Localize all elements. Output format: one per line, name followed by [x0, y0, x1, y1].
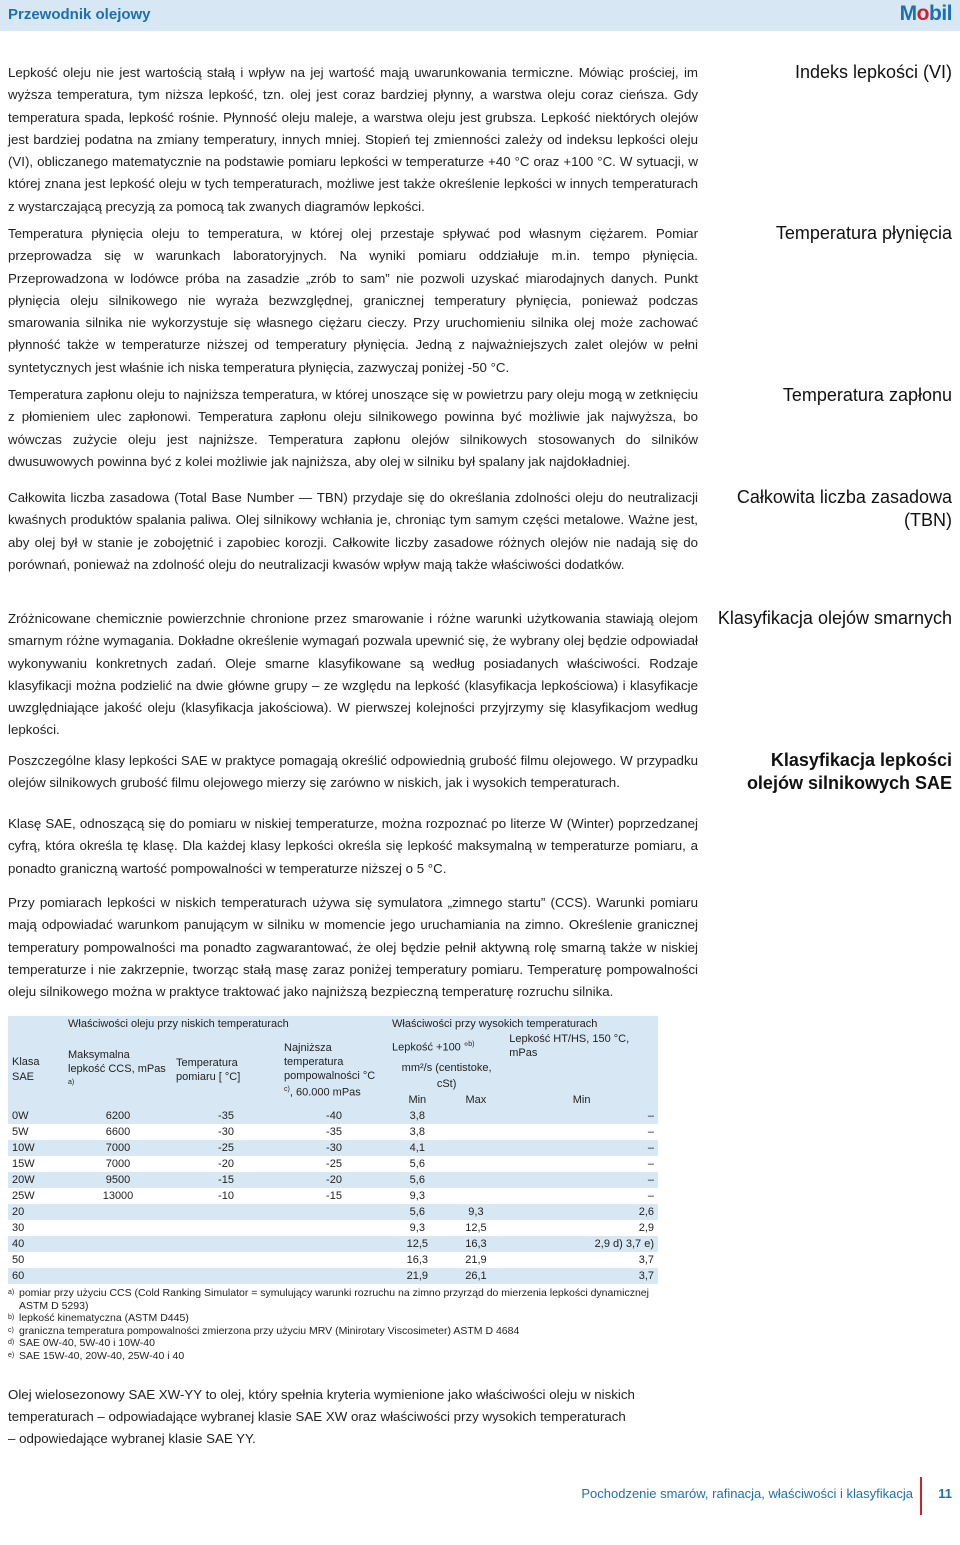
table-cell: – — [505, 1108, 658, 1124]
table-cell: 6200 — [64, 1108, 172, 1124]
table-cell — [172, 1236, 280, 1252]
group-high-temp: Właściwości przy wysokich temperaturach — [392, 1018, 598, 1030]
table-cell: 60 — [8, 1268, 64, 1284]
table-cell: 2,6 — [505, 1204, 658, 1220]
table-cell: 21,9 — [447, 1252, 506, 1268]
guide-title: Przewodnik olejowy — [8, 6, 151, 23]
footnote-b: b) lepkość kinematyczna (ASTM D445) — [8, 1312, 189, 1324]
table-cell: – — [505, 1140, 658, 1156]
table-cell: 2,9 — [505, 1220, 658, 1236]
table-row — [8, 1268, 658, 1284]
table-cell: 7000 — [64, 1156, 172, 1172]
table-cell: – — [505, 1188, 658, 1204]
section-title-tbn: Całkowita liczba zasadowa (TBN) — [736, 487, 952, 530]
footnote-a-cont: ASTM D 5293) — [19, 1299, 89, 1312]
footer-text: Pochodzenie smarów, rafinacja, właściwości i klasyfikacja — [581, 1486, 913, 1501]
table-cell: 5,6 — [388, 1204, 447, 1220]
table-cell: 3,8 — [388, 1108, 447, 1124]
col-min-1: Min — [408, 1094, 427, 1106]
table-cell: 3,7 — [505, 1268, 658, 1284]
footnote-a: a) pomiar przy użyciu CCS (Cold Ranking Simulator = symulujący warunki rozruchu na zimno przyrząd do mierzenia lepkości dynamicznej — [8, 1287, 649, 1299]
table-row — [8, 1204, 658, 1220]
table-cell — [280, 1220, 388, 1236]
table-cell — [64, 1236, 172, 1252]
col-class: Klasa SAE — [12, 1056, 40, 1083]
table-cell: 0W — [8, 1108, 64, 1124]
table-cell: -20 — [172, 1156, 280, 1172]
mobil-logo: Mobil — [899, 2, 952, 25]
page-header — [0, 0, 960, 31]
table-cell — [280, 1252, 388, 1268]
table-cell: 9,3 — [447, 1204, 506, 1220]
col-hths: Lepkość HT/HS, 150 °C, mPas — [509, 1033, 630, 1059]
table-cell: 15W — [8, 1156, 64, 1172]
table-cell — [64, 1220, 172, 1236]
table-cell: 5,6 — [388, 1172, 447, 1188]
table-cell: 20 — [8, 1204, 64, 1220]
footnote-e: e) SAE 15W-40, 20W-40, 25W-40 i 40 — [8, 1349, 185, 1362]
table-cell: 7000 — [64, 1140, 172, 1156]
table-cell: 3,8 — [388, 1124, 447, 1140]
col-ccs: Maksymalna lepkość CCS, mPas $^{a)}$ — [68, 1048, 166, 1086]
col-kinematic: Lepkość +100 °$^{b)}$ — [392, 1040, 475, 1054]
col-max-1: Max — [465, 1094, 487, 1106]
table-cell: 6600 — [64, 1124, 172, 1140]
section-text-classification: Zróżnicowane chemicznie powierzchnie chronione przez smarowanie i różne warunki użytkowania stawiają olejom smarnym różne wymagania. Dokładne określenie wymagań pozwala upewnić się, że wybrany olej będzie odpowiadał wykonywaniu konkretnych zadań. Oleje smarne klasyfikowane są według posiadanych właściwości. Rodzaje klasyfikacji można podzielić na dwie główne grupy – ze względu na lepkość (klasyfikacja lepkościowa) i klasyfikacje uwzględniające jakość oleju (klasyfikacja jakościowa). W pierwszej kolejności przyjrzymy się klasyfikacjom według lepkości. — [8, 611, 698, 738]
table-cell: -20 — [280, 1172, 388, 1188]
table-cell — [280, 1204, 388, 1220]
table-cell — [447, 1140, 506, 1156]
section-text-vi: Lepkość oleju nie jest wartością stałą i wpływ na jej wartość mają uwarunkowania termiczne. Mówiąc prościej, im wyższa temperatura, tym niższa lepkość, tzn. olej jest coraz bardziej płynny, a warstwa oleju coraz cieńsza. Gdy temperatura spada, lepkość rośnie. Płynność oleju maleje, a warstwa oleju jest grubsza. Lepkość niektórych olejów jest bardziej podatna na zmiany temperatury, innych mniej. Stopień tej zmienności zależy od indeksu lepkości oleju (VI), obliczanego matematycznie na podstawie pomiaru lepkości w temperaturze +40 °C oraz +100 °C. W sytuacji, w której znana jest lepkość oleju w tych temperaturach, możliwe jest także określenie lepkości w innych temperaturach z wystarczającą precyzją za pomocą tak zwanych diagramów lepkości. — [8, 65, 698, 214]
table-cell: -15 — [280, 1188, 388, 1204]
table-cell: 25W — [8, 1188, 64, 1204]
table-cell: -35 — [280, 1124, 388, 1140]
table-cell — [447, 1124, 506, 1140]
section-title-classification: Klasyfikacja olejów smarnych — [717, 608, 952, 628]
table-cell: 10W — [8, 1140, 64, 1156]
col-pumpability: Najniższa temperatura pompowalności °C $^{c)}$, 60.000 mPas — [284, 1041, 376, 1099]
table-cell: 50 — [8, 1252, 64, 1268]
table-cell: 13000 — [64, 1188, 172, 1204]
table-cell: 30 — [8, 1220, 64, 1236]
table-cell: 9,3 — [388, 1220, 447, 1236]
table-cell: -30 — [172, 1124, 280, 1140]
table-row — [8, 1236, 658, 1252]
section-text-pour-point: Temperatura płynięcia oleju to temperatura, w której olej przestaje spływać pod własnym ciężarem. Pomiar przeprowadza się w warunkach laboratoryjnych. Na wyniki pomiaru oddziałuje m.in. tempo płynięcia. Przeprowadzona w lodówce próba na zasadzie „zrób to sam” nie pozwoli uzyskać miarodajnych danych. Punkt płynięcia oleju silnikowego nie wyraża bezwzględnej, granicznej temperatury płynięcia, ponieważ podczas smarowania silnika nie wykorzystuje się własnego ciężaru cieczy. Przy uruchomieniu silnika olej może zachować płynność także w temperaturze niższej od temperatury płynięcia. Jedną z najważniejszych zalet olejów w pełni syntetycznych jest właśnie ich niska temperatura płynięcia, zazwyczaj poniżej -50 °C. — [8, 226, 698, 375]
table-cell: 12,5 — [447, 1220, 506, 1236]
table-cell: – — [505, 1124, 658, 1140]
table-cell: -25 — [172, 1140, 280, 1156]
table-cell — [280, 1236, 388, 1252]
table-cell: -30 — [280, 1140, 388, 1156]
col-measure-temp: Temperatura pomiaru [ °C] — [176, 1057, 241, 1083]
section-title-vi: Indeks lepkości (VI) — [794, 62, 952, 82]
table-cell: -25 — [280, 1156, 388, 1172]
table-cell: 9,3 — [388, 1188, 447, 1204]
table-cell — [172, 1204, 280, 1220]
table-cell: -40 — [280, 1108, 388, 1124]
table-row — [8, 1172, 658, 1188]
section-text-sae: Poszczególne klasy lepkości SAE w praktyce pomagają określić odpowiednią grubość filmu olejowego. W przypadku olejów silnikowych grubość filmu olejowego mierzy się zarówno w niskich, jak i wysokich temperaturach. — [8, 753, 698, 791]
table-cell: -10 — [172, 1188, 280, 1204]
table-cell — [64, 1252, 172, 1268]
table-row — [8, 1124, 658, 1140]
table-cell: 21,9 — [388, 1268, 447, 1284]
paragraph-sae-class: Klasę SAE, odnoszącą się do pomiaru w niskiej temperaturze, można rozpoznać po literze W (Winter) poprzedzanej cyfrą, która określa tę klasę. Dla każdej klasy lepkości określa się lepkość maksymalną w temperaturze pomiaru, a ponadto graniczną wartość pompowalności w temperaturze niższej o 5 °C. — [8, 816, 698, 876]
section-title-sae: Klasyfikacja lepkości olejów silnikowych SAE — [746, 750, 952, 793]
table-cell — [447, 1108, 506, 1124]
footnote-c: c) graniczna temperatura pompowalności zmierzona przy użyciu MRV (Minirotary Viscosimeter) ASTM D 4684 — [8, 1324, 520, 1337]
table-cell: 26,1 — [447, 1268, 506, 1284]
table-cell: 12,5 — [388, 1236, 447, 1252]
table-cell: 5,6 — [388, 1156, 447, 1172]
footnote-d: d) SAE 0W-40, 5W-40 i 10W-40 — [8, 1337, 155, 1349]
section-title-flash-point: Temperatura zapłonu — [782, 385, 952, 405]
table-cell — [64, 1204, 172, 1220]
table-cell: 5W — [8, 1124, 64, 1140]
multigrade-definition: Olej wielosezonowy SAE XW-YY to olej, który spełnia kryteria wymienione jako właściwości oleju w niskich temperaturach – odpowiadające wybranej klasie SAE XW oraz właściwości przy wysokich temperaturach – odpowiedające wybranej klasie SAE YY. — [8, 1387, 635, 1446]
section-text-flash-point: Temperatura zapłonu oleju to najniższa temperatura, w której unoszące się w powietrzu pary oleju mogą w zetknięciu z płomieniem ulec zapłonowi. Temperatura zapłonu oleju silnikowego powinna być możliwie jak najwyższa, bo wówczas zużycie oleju jest najniższe. Temperatura zapłonu olejów silnikowych stosowanych do silników dwusuwowych powinna być z kolei możliwie jak najniższa, aby olej w silniku był spalany jak najdokładniej. — [8, 387, 698, 469]
table-row — [8, 1156, 658, 1172]
page-number: 11 — [938, 1486, 952, 1501]
table-cell: 20W — [8, 1172, 64, 1188]
table-cell: – — [505, 1172, 658, 1188]
table-cell — [172, 1220, 280, 1236]
table-cell — [447, 1172, 506, 1188]
table-cell: 2,9 d) 3,7 e) — [505, 1236, 658, 1252]
col-min-2: Min — [572, 1094, 591, 1106]
table-row — [8, 1220, 658, 1236]
table-cell: -35 — [172, 1108, 280, 1124]
table-cell: 16,3 — [388, 1252, 447, 1268]
section-title-pour-point: Temperatura płynięcia — [775, 223, 952, 243]
section-text-tbn: Całkowita liczba zasadowa (Total Base Number — TBN) przydaje się do określania zdolności oleju do neutralizacji kwaśnych produktów spalania paliwa. Olej silnikowy wchłania je, chroniąc tym samym części metalowe. Ważne jest, aby olej był w stanie je zobojętnić i zapobiec korozji. Całkowite liczby zasadowe różnych olejów nie nadają się do porównań, ponieważ na zdolność oleju do neutralizacji kwasów wpływ mają także właściwości dodatków. — [8, 490, 698, 572]
table-cell — [280, 1268, 388, 1284]
table-cell — [172, 1268, 280, 1284]
table-cell: 16,3 — [447, 1236, 506, 1252]
group-low-temp: Właściwości oleju przy niskich temperaturach — [68, 1018, 289, 1030]
table-cell: 4,1 — [388, 1140, 447, 1156]
table-row — [8, 1108, 658, 1124]
page-footer — [0, 1477, 960, 1501]
unit-row: mm²/s (centistoke, cSt) — [401, 1062, 492, 1090]
table-cell: – — [505, 1156, 658, 1172]
table-cell: 9500 — [64, 1172, 172, 1188]
table-cell — [172, 1252, 280, 1268]
table-cell — [64, 1268, 172, 1284]
footer-divider — [920, 1477, 922, 1515]
table-row — [8, 1252, 658, 1268]
table-cell: 3,7 — [505, 1252, 658, 1268]
table-cell — [447, 1188, 506, 1204]
table-row — [8, 1140, 658, 1156]
footnotes — [8, 1287, 708, 1362]
table-row — [8, 1188, 658, 1204]
table-cell — [447, 1156, 506, 1172]
sae-viscosity-table — [8, 1016, 658, 1284]
table-cell: -15 — [172, 1172, 280, 1188]
paragraph-ccs: Przy pomiarach lepkości w niskich temperaturach używa się symulatora „zimnego startu” (CCS). Warunki pomiaru mają odpowiadać warunkom panującym w silniku w momencie jego uruchamiania na zimno. Określenie granicznej temperatury pompowalności ma ponadto zagwarantować, że olej będzie pełnił aktywną rolę smarną także w niskiej temperaturze i nie zakrzepnie, tworząc stałą masę zaraz poniżej temperatury pomiaru. Temperaturę pompowalności oleju silnikowego można w praktyce traktować jako najniższą bezpieczną temperaturę rozruchu silnika. — [8, 895, 698, 1000]
table-cell: 40 — [8, 1236, 64, 1252]
